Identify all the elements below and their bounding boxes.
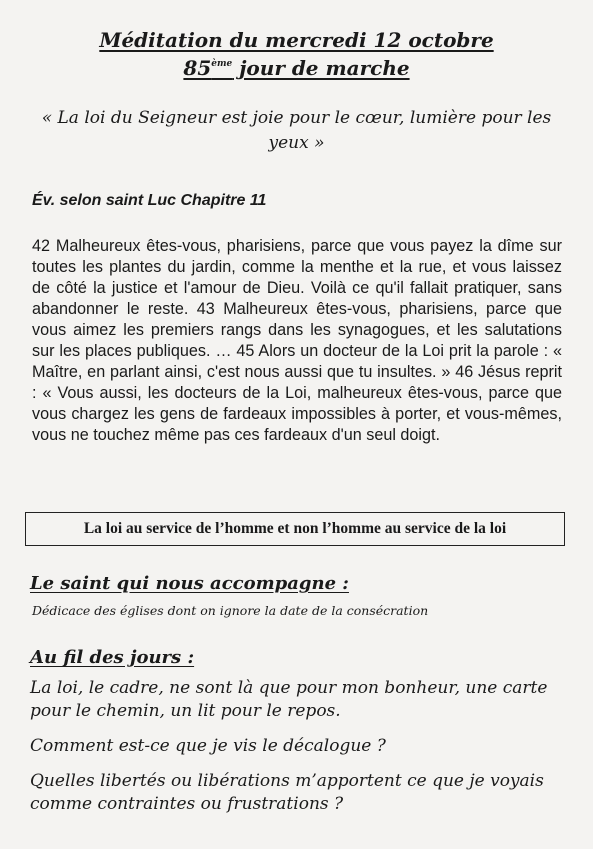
gospel-text: 42 Malheureux êtes-vous, pharisiens, parce que vous payez la dîme sur toutes les plantes du jardin, comme la menthe et la rue, et vous laissez de côté la justice et l'amour de Dieu. Voilà ce qu'il fallait pratiquer, sans abandonner le reste. 43 Malheureux êtes-vous, pharisiens, parce que vous aimez les premiers rangs dans les synagogues, et les salutations sur les places publiques. … 45 Alors un docteur de la Loi prit la parole : « Maître, en parlant ainsi, c'est nous aussi que tu insultes. » 46 Jésus reprit : « Vous aussi, les docteurs de la Loi, malheureux êtes-vous, parce que vous chargez les gens de fardeaux impossibles à porter, et vous-mêmes, vous ne touchez même pas ces fardeaux d'un seul doigt.	[32, 237, 562, 444]
saint-section-title: Le saint qui nous accompagne :	[30, 573, 349, 594]
saint-description: Dédicace des églises dont on ignore la date de la consécration	[32, 603, 429, 618]
days-section-title: Au fil des jours :	[30, 647, 195, 668]
scripture-quote: « La loi du Seigneur est joie pour le cœur, lumière pour les yeux »	[41, 108, 552, 153]
meditation-date-title: Méditation du mercredi 12 octobre	[99, 28, 494, 52]
ordinal-suffix: ème	[211, 59, 233, 69]
march-day-label: jour de marche	[232, 56, 410, 80]
reflection-paragraph: Quelles libertés ou libérations m’apportent ce que je voyais comme contraintes ou frustrations ?	[30, 771, 544, 814]
reflection-paragraph: La loi, le cadre, ne sont là que pour mon bonheur, une carte pour le chemin, un lit pour le repos.	[30, 678, 548, 721]
march-day-title	[0, 54, 593, 82]
march-day-number: 85	[183, 56, 212, 80]
days-reflection	[30, 677, 565, 828]
reflection-paragraph: Comment est-ce que je vis le décalogue ?	[30, 736, 386, 756]
motto-box: La loi au service de l’homme et non l’homme au service de la loi	[25, 512, 565, 546]
gospel-reference: Év. selon saint Luc Chapitre 11	[32, 192, 267, 209]
page-header	[0, 26, 593, 82]
